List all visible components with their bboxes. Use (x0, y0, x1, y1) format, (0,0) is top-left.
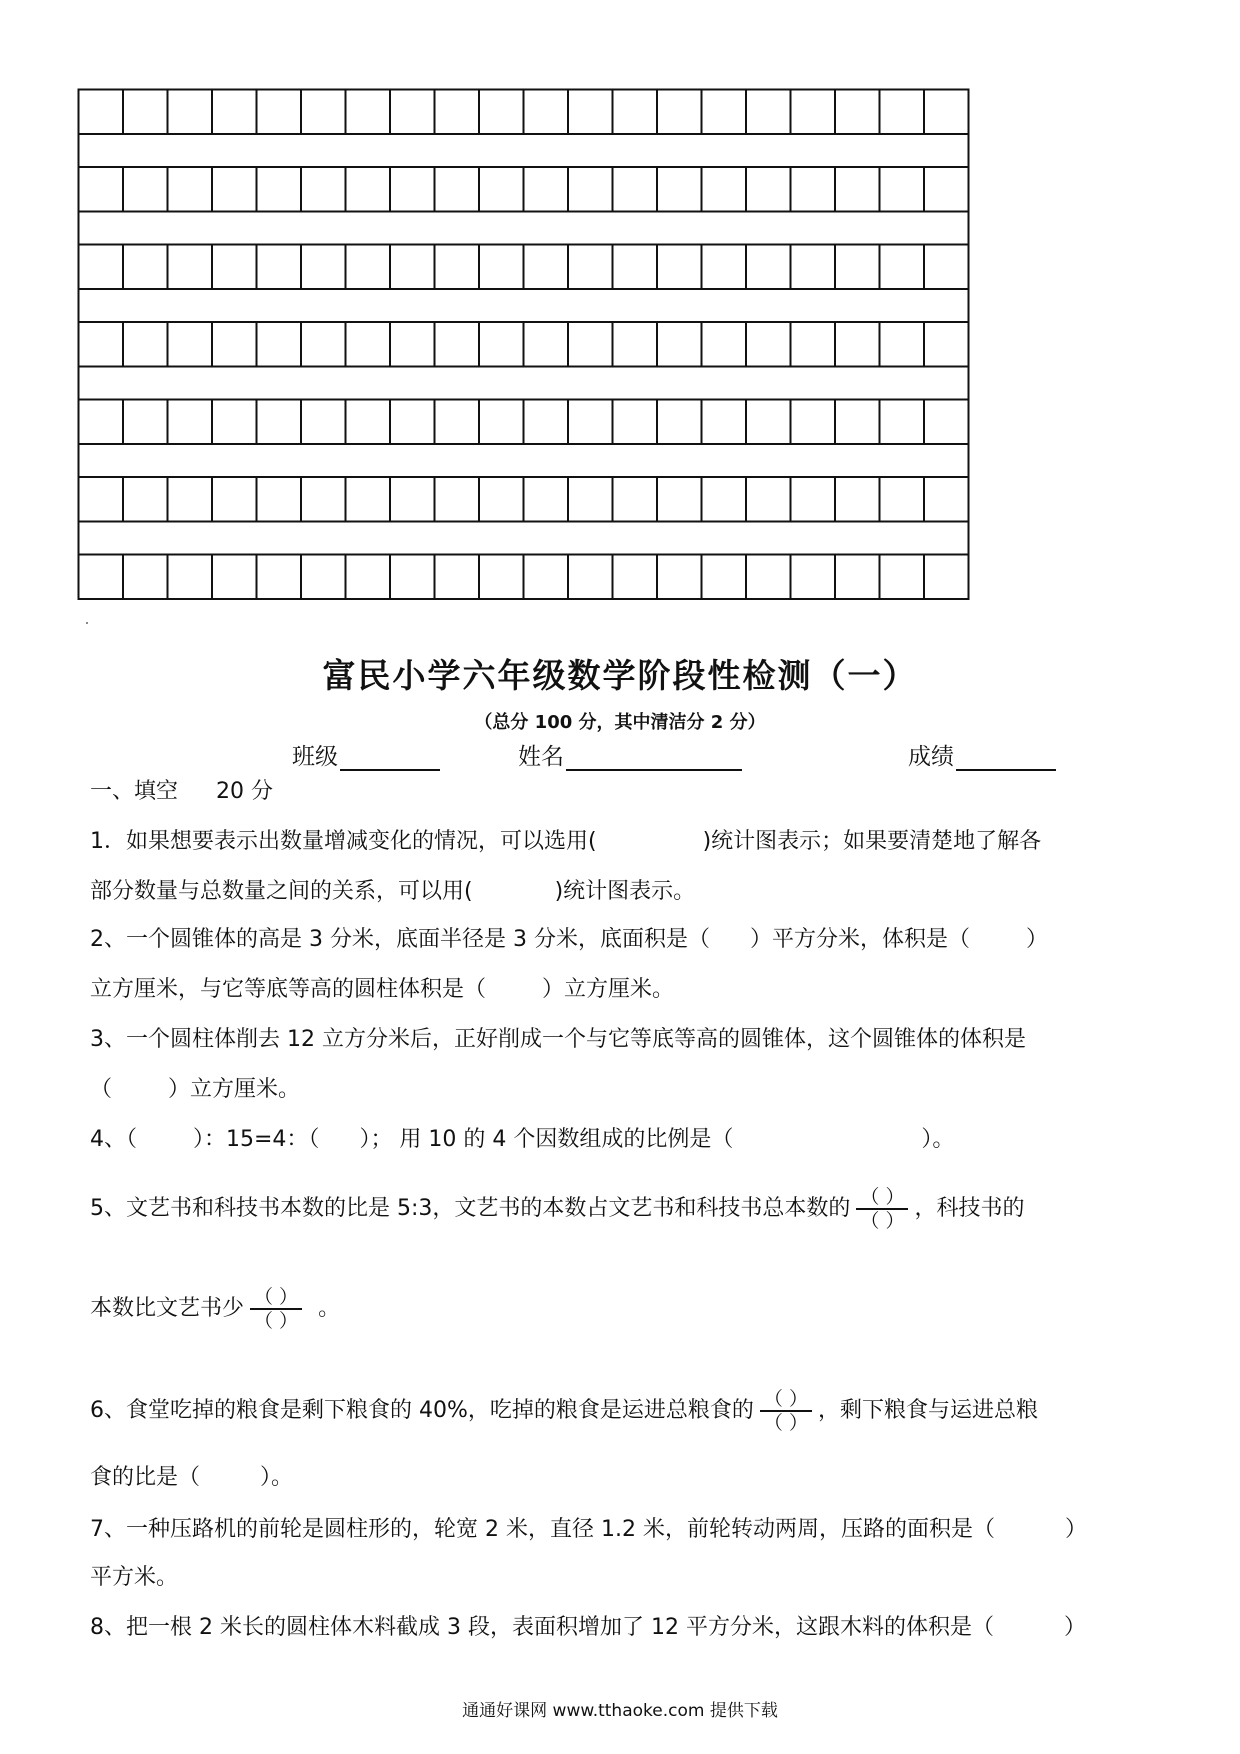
class-label: 班级 (292, 744, 338, 770)
grid-cell[interactable] (257, 555, 302, 600)
grid-cell[interactable] (835, 245, 880, 290)
fraction-denominator: （ ） (254, 1310, 299, 1332)
grid-cell[interactable] (257, 400, 302, 445)
grid-cell[interactable] (346, 90, 391, 135)
grid-cell[interactable] (568, 90, 613, 135)
question-1-line-2 (90, 874, 695, 910)
grid-cell[interactable] (346, 167, 391, 212)
question-3-line-1: 3、一个圆柱体削去 12 立方分米后，正好削成一个与它等底等高的圆锥体，这个圆锥体的体积是 (90, 1027, 1026, 1052)
grid-cell[interactable] (657, 400, 702, 445)
fraction-numerator: （ ） (856, 1186, 908, 1210)
grid-cell[interactable] (435, 477, 480, 522)
grid-cell[interactable] (212, 400, 257, 445)
question-2-line-2 (90, 972, 674, 1008)
grid-cell[interactable] (657, 322, 702, 367)
score-blank[interactable] (956, 743, 1056, 771)
grid-cell[interactable] (791, 555, 836, 600)
grid-cell[interactable] (702, 245, 747, 290)
grid-cell[interactable] (212, 555, 257, 600)
grid-cell[interactable] (390, 555, 435, 600)
grid-cell[interactable] (791, 167, 836, 212)
grid-cell[interactable] (301, 477, 346, 522)
question-3-line-2 (90, 1072, 300, 1108)
grid-cell[interactable] (613, 245, 658, 290)
grid-row (79, 245, 969, 290)
question-7-line-2: 平方米。 (90, 1565, 179, 1590)
grid-cell[interactable] (346, 477, 391, 522)
grid-cell[interactable] (835, 555, 880, 600)
grid-cell[interactable] (702, 555, 747, 600)
grid-cell[interactable] (301, 400, 346, 445)
grid-cell[interactable] (479, 245, 524, 290)
grid-cell[interactable] (880, 90, 925, 135)
grid-cell[interactable] (301, 555, 346, 600)
grid-cell[interactable] (880, 400, 925, 445)
grid-cell[interactable] (123, 167, 168, 212)
stray-dot (86, 622, 88, 624)
grid-cell[interactable] (257, 245, 302, 290)
grid-cell[interactable] (79, 477, 124, 522)
grid-cell[interactable] (791, 322, 836, 367)
grid-cell[interactable] (168, 477, 213, 522)
q7-text-a: 7、一种压路机的前轮是圆柱形的，轮宽 2 米，直径 1.2 米，前轮转动两周，压路的面积是（ (90, 1517, 995, 1542)
grid-cell[interactable] (835, 322, 880, 367)
grid-cell[interactable] (435, 90, 480, 135)
question-6-line-2 (90, 1460, 293, 1496)
name-field (518, 738, 742, 771)
q6-fraction[interactable] (760, 1388, 812, 1434)
question-1-line-1 (90, 824, 1041, 860)
grid-spacer-band (79, 444, 969, 477)
grid-cell[interactable] (524, 555, 569, 600)
grid-cell[interactable] (257, 477, 302, 522)
grid-cell[interactable] (168, 167, 213, 212)
grid-cell[interactable] (301, 245, 346, 290)
grid-cell[interactable] (123, 322, 168, 367)
grid-cell[interactable] (435, 400, 480, 445)
grid-cell[interactable] (257, 90, 302, 135)
grid-spacer-band (79, 212, 969, 245)
q5-fraction-2[interactable] (250, 1286, 302, 1332)
grid-cell[interactable] (924, 555, 969, 600)
grid-cell[interactable] (390, 245, 435, 290)
grid-cell[interactable] (568, 555, 613, 600)
grid-cell[interactable] (791, 90, 836, 135)
q1-text-c: 部分数量与总数量之间的关系，可以用( (90, 879, 473, 904)
name-label: 姓名 (518, 744, 564, 770)
grid-cell[interactable] (79, 167, 124, 212)
grid-cell[interactable] (924, 90, 969, 135)
grid-cell[interactable] (657, 90, 702, 135)
score-label: 成绩 (908, 744, 954, 770)
q2-text-a: 2、一个圆锥体的高是 3 分米，底面半径是 3 分米，底面积是（ (90, 927, 710, 952)
grid-cell[interactable] (301, 167, 346, 212)
q8-text-a: 8、把一根 2 米长的圆柱体木料截成 3 段，表面积增加了 12 平方分米，这跟木料的体积是（ (90, 1615, 994, 1640)
grid-cell[interactable] (123, 90, 168, 135)
grid-cell[interactable] (835, 167, 880, 212)
q5-text-c: 本数比文艺书少 (90, 1296, 245, 1321)
grid-cell[interactable] (479, 477, 524, 522)
grid-cell[interactable] (435, 555, 480, 600)
grid-spacer-band (79, 134, 969, 167)
q2-text-d: 立方厘米，与它等底等高的圆柱体积是（ (90, 977, 487, 1002)
q4-text-d: ）。 (921, 1127, 955, 1152)
grid-cell[interactable] (657, 555, 702, 600)
grid-cell[interactable] (479, 90, 524, 135)
grid-cell[interactable] (479, 322, 524, 367)
section-title: 一、填空 (90, 779, 179, 804)
grid-cell[interactable] (924, 400, 969, 445)
q5-text-a: 5、文艺书和科技书本数的比是 5:3，文艺书的本数占文艺书和科技书总本数的 (90, 1196, 851, 1221)
grid-cell[interactable] (435, 245, 480, 290)
q2-text-b: ）平方分米，体积是（ (749, 927, 970, 952)
page-subtitle: （总分 100 分，其中清洁分 2 分） (474, 712, 766, 733)
grid-cell[interactable] (924, 477, 969, 522)
grid-cell[interactable] (168, 90, 213, 135)
grid-cell[interactable] (746, 322, 791, 367)
name-blank[interactable] (566, 743, 742, 771)
grid-cell[interactable] (657, 167, 702, 212)
grid-cell[interactable] (835, 400, 880, 445)
grid-cell[interactable] (212, 167, 257, 212)
grid-cell[interactable] (746, 477, 791, 522)
q6-text-b: ，剩下粮食与运进总粮 (817, 1398, 1038, 1423)
grid-cell[interactable] (301, 322, 346, 367)
grid-cell[interactable] (702, 477, 747, 522)
q3-text-b: ）立方厘米。 (168, 1077, 301, 1102)
grid-cell[interactable] (257, 167, 302, 212)
fraction-numerator: （ ） (760, 1388, 812, 1412)
grid-row (79, 477, 969, 522)
grid-cell[interactable] (79, 90, 124, 135)
q1-text-a: 1．如果想要表示出数量增减变化的情况，可以选用( (90, 829, 597, 854)
grid-cell[interactable] (568, 167, 613, 212)
grid-cell[interactable] (212, 90, 257, 135)
question-5-line-2 (90, 1286, 340, 1332)
grid-cell[interactable] (924, 245, 969, 290)
grid-cell[interactable] (79, 322, 124, 367)
grid-cell[interactable] (79, 400, 124, 445)
q4-text-c: ）； 用 10 的 4 个因数组成的比例是（ (359, 1127, 734, 1152)
question-4 (90, 1122, 954, 1158)
grid-row (79, 322, 969, 367)
grid-cell[interactable] (346, 400, 391, 445)
grid-cell[interactable] (835, 477, 880, 522)
grid-cell[interactable] (568, 477, 613, 522)
grid-cell[interactable] (568, 245, 613, 290)
q4-text-a: 4、（ (90, 1127, 137, 1152)
grid-row (79, 400, 969, 445)
score-field (908, 738, 1056, 771)
q1-text-b: )统计图表示；如果要清楚地了解各 (702, 829, 1042, 854)
grid-cell[interactable] (613, 555, 658, 600)
grid-cell[interactable] (613, 400, 658, 445)
grid-cell[interactable] (791, 477, 836, 522)
grid-cell[interactable] (835, 90, 880, 135)
question-7-line-1 (90, 1512, 1087, 1548)
grid-cell[interactable] (613, 167, 658, 212)
grid-cell[interactable] (390, 167, 435, 212)
grid-cell[interactable] (123, 477, 168, 522)
q4-text-b: ）：15=4：（ (193, 1127, 320, 1152)
section-points: 20 分 (216, 779, 274, 804)
grid-cell[interactable] (880, 322, 925, 367)
fraction-numerator: （ ） (250, 1286, 302, 1310)
grid-cell[interactable] (657, 245, 702, 290)
grid-cell[interactable] (168, 245, 213, 290)
fraction-denominator: （ ） (860, 1210, 905, 1232)
question-2-line-1 (90, 922, 1048, 958)
grid-cell[interactable] (479, 555, 524, 600)
grid-cell[interactable] (746, 400, 791, 445)
grid-cell[interactable] (924, 167, 969, 212)
grid-cell[interactable] (568, 400, 613, 445)
grid-cell[interactable] (791, 245, 836, 290)
grid-spacer-band (79, 289, 969, 322)
grid-cell[interactable] (168, 555, 213, 600)
grid-cell[interactable] (880, 167, 925, 212)
fraction-denominator: （ ） (763, 1412, 808, 1434)
page-title: 富民小学六年级数学阶段性检测（一） (322, 656, 918, 695)
grid-spacer-band (79, 367, 969, 400)
question-6-line-1 (90, 1388, 1038, 1434)
grid-cell[interactable] (123, 555, 168, 600)
grid-cell[interactable] (924, 322, 969, 367)
q7-text-b: ） (1064, 1517, 1087, 1542)
grid-cell[interactable] (568, 322, 613, 367)
section-heading (90, 774, 273, 810)
grid-cell[interactable] (212, 477, 257, 522)
grid-cell[interactable] (524, 322, 569, 367)
grid-cell[interactable] (479, 167, 524, 212)
grid-row (79, 90, 969, 135)
q6-text-c: 食的比是（ (90, 1465, 201, 1490)
page-footer: 通通好课网 www.tthaoke.com 提供下载 (462, 1701, 778, 1721)
grid-cell[interactable] (880, 245, 925, 290)
q6-text-d: ）。 (260, 1465, 294, 1490)
grid-cell[interactable] (390, 400, 435, 445)
grid-cell[interactable] (435, 322, 480, 367)
grid-cell[interactable] (657, 477, 702, 522)
grid-cell[interactable] (79, 555, 124, 600)
grid-cell[interactable] (524, 167, 569, 212)
grid-spacer-band (79, 522, 969, 555)
grid-cell[interactable] (746, 245, 791, 290)
q5-text-d: 。 (318, 1296, 341, 1321)
grid-cell[interactable] (613, 322, 658, 367)
grid-cell[interactable] (390, 322, 435, 367)
q2-text-e: ）立方厘米。 (542, 977, 675, 1002)
question-8-line-1 (90, 1610, 1086, 1646)
grid-cell[interactable] (257, 322, 302, 367)
grid-cell[interactable] (613, 477, 658, 522)
q2-text-c: ） (1025, 927, 1048, 952)
q3-text-a: （ (90, 1077, 113, 1102)
grid-cell[interactable] (346, 555, 391, 600)
q5-fraction-1[interactable] (856, 1186, 908, 1232)
grid-row (79, 555, 969, 600)
grid-cell[interactable] (746, 90, 791, 135)
grid-cell[interactable] (479, 400, 524, 445)
grid-cell[interactable] (524, 400, 569, 445)
grid-cell[interactable] (123, 400, 168, 445)
grid-cell[interactable] (746, 555, 791, 600)
grid-cell[interactable] (346, 245, 391, 290)
grid-cell[interactable] (524, 245, 569, 290)
grid-cell[interactable] (702, 322, 747, 367)
grid-cell[interactable] (301, 90, 346, 135)
grid-cell[interactable] (880, 555, 925, 600)
grid-cell[interactable] (702, 400, 747, 445)
q5-text-b: ，科技书的 (914, 1196, 1025, 1221)
grid-cell[interactable] (390, 477, 435, 522)
grid-cell[interactable] (613, 90, 658, 135)
grid-cell[interactable] (524, 90, 569, 135)
grid-cell[interactable] (746, 167, 791, 212)
grid-cell[interactable] (702, 90, 747, 135)
grid-cell[interactable] (346, 322, 391, 367)
q1-text-d: )统计图表示。 (554, 879, 696, 904)
writing-grid (77, 88, 973, 608)
grid-cell[interactable] (212, 245, 257, 290)
grid-cell[interactable] (212, 322, 257, 367)
q8-text-b: ） (1063, 1615, 1086, 1640)
grid-cell[interactable] (435, 167, 480, 212)
grid-cell[interactable] (79, 245, 124, 290)
grid-cell[interactable] (123, 245, 168, 290)
grid-cell[interactable] (168, 322, 213, 367)
grid-cell[interactable] (880, 477, 925, 522)
question-5-line-1 (90, 1186, 1024, 1232)
grid-cell[interactable] (524, 477, 569, 522)
q6-text-a: 6、食堂吃掉的粮食是剩下粮食的 40%，吃掉的粮食是运进总粮食的 (90, 1398, 754, 1423)
grid-cell[interactable] (390, 90, 435, 135)
grid-cell[interactable] (702, 167, 747, 212)
class-blank[interactable] (340, 743, 440, 771)
grid-row (79, 167, 969, 212)
class-field (292, 738, 440, 771)
grid-cell[interactable] (168, 400, 213, 445)
grid-cell[interactable] (791, 400, 836, 445)
